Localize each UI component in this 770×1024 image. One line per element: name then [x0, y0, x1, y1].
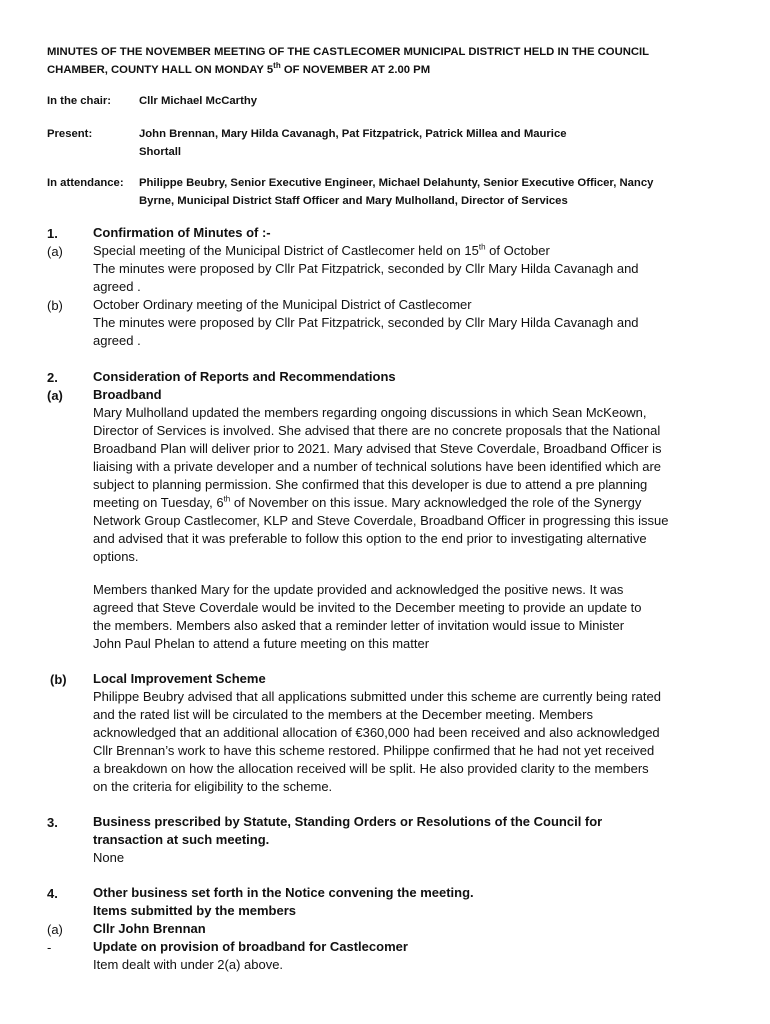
present-value: John Brennan, Mary Hilda Cavanagh, Pat Fitzpatrick, Patrick Millea and Maurice Shortall — [139, 128, 567, 158]
section-4a-number: (a) — [47, 922, 63, 937]
section-4a-title: Cllr John Brennan — [93, 921, 206, 936]
section-1b-number: (b) — [47, 298, 63, 313]
chair-value: Cllr Michael McCarthy — [139, 95, 258, 107]
section-2b-title: Local Improvement Scheme — [93, 671, 266, 686]
section-4-number: 4. — [47, 886, 58, 901]
section-1a-text: Special meeting of the Municipal District of Castlecomer held on 15th of October The minutes were proposed by Cllr Pat Fitzpatrick, seconded by Cllr Mary Hilda Cavanagh and agreed . — [93, 242, 639, 294]
section-3-number: 3. — [47, 815, 58, 830]
chair-label: In the chair: — [47, 95, 112, 107]
title-line-1: MINUTES OF THE NOVEMBER MEETING OF THE CASTLECOMER MUNICIPAL DISTRICT HELD IN THE COUNCIL — [47, 46, 650, 58]
attendance-value: Philippe Beubry, Senior Executive Engineer, Michael Delahunty, Senior Executive Officer, Nancy Byrne, Municipal District Staff Officer and Mary Mulholland, Director of Services — [139, 177, 654, 207]
section-4a-dash: - — [47, 940, 52, 955]
section-4-title: Other business set forth in the Notice convening the meeting. — [93, 885, 474, 900]
section-2a-paragraph-1: Mary Mulholland updated the members regarding ongoing discussions in which Sean McKeown, Director of Services is involved. She advised that there are no concrete proposals that the National Broadband Plan will deliver prior to 2021. Mary advised that Steve Coverdale, Broadband Officer is liaising with a private developer and a number of technical solutions have been identified which are subject to planning permission. She confirmed that this developer is due to attend a pre planning meeting on Tuesday, 6th of November on this issue. Mary acknowledged the role of the Synergy Network Group Castlecomer, KLP and Steve Coverdale, Broadband Officer in progressing this issue and advised that it was preferable to follow this option to the end prior to investigating alternative options. — [93, 405, 669, 564]
section-2b-paragraph: Philippe Beubry advised that all applications submitted under this scheme are currently being rated and the rated list will be circulated to the members at the December meeting. Members acknowledged that an additional allocation of €360,000 had been received and also acknowledged Cllr Brennan’s work to have this scheme restored. Philippe confirmed that he had not yet received a breakdown on how the allocation received will be split. He also provided clarity to the members on the criteria for eligibility to the scheme. — [93, 689, 661, 794]
section-4-subtitle: Items submitted by the members — [93, 903, 296, 918]
section-4-block — [93, 884, 733, 974]
section-3-body: None — [93, 850, 125, 865]
title-line-2: CHAMBER, COUNTY HALL ON MONDAY 5th OF NOVEMBER AT 2.00 PM — [47, 61, 431, 76]
section-4a-item-body: Item dealt with under 2(a) above. — [93, 957, 284, 972]
minutes-title — [47, 43, 737, 79]
present-label: Present: — [47, 128, 93, 140]
section-1-title: Confirmation of Minutes of :- — [93, 225, 271, 240]
section-2b-number: (b) — [50, 672, 67, 687]
section-2a-title: Broadband — [93, 387, 162, 402]
section-2a-paragraph-2: Members thanked Mary for the update provided and acknowledged the positive news. It was agreed that Steve Coverdale would be invited to the December meeting to provide an update to the members. Members also asked that a reminder letter of invitation would issue to Minister John Paul Phelan to attend a future meeting on this matter — [93, 582, 642, 651]
attendance-label: In attendance: — [47, 177, 124, 189]
section-2-title: Consideration of Reports and Recommendations — [93, 369, 396, 384]
section-2a-number: (a) — [47, 388, 63, 403]
section-4a-item-title: Update on provision of broadband for Castlecomer — [93, 939, 408, 954]
section-1b-text: October Ordinary meeting of the Municipal District of Castlecomer The minutes were proposed by Cllr Pat Fitzpatrick, seconded by Cllr Mary Hilda Cavanagh and agreed . — [93, 297, 639, 348]
section-1-number: 1. — [47, 226, 58, 241]
section-3-title-line-2: transaction at such meeting. — [93, 832, 270, 847]
section-3-block — [93, 813, 733, 867]
section-1a-number: (a) — [47, 244, 63, 259]
section-3-title-line-1: Business prescribed by Statute, Standing Orders or Resolutions of the Council for — [93, 814, 603, 829]
section-2-number: 2. — [47, 370, 58, 385]
